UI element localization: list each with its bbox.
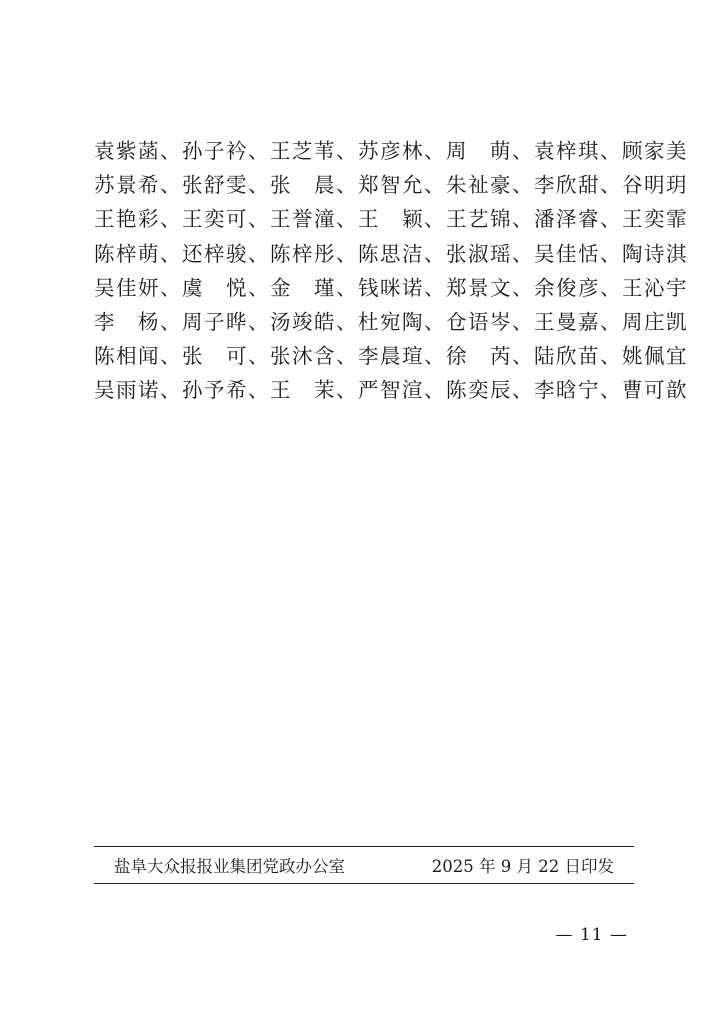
name-list [94, 134, 688, 408]
page-number: — 11 — [555, 925, 628, 945]
name-line: 吴佳妍、虞 悦、金 瑾、钱咪诺、郑景文、余俊彦、王沁宇 [94, 275, 688, 300]
issuer-name: 盐阜大众报报业集团党政办公室 [114, 857, 345, 876]
name-line: 李 杨、周子晔、汤竣皓、杜宛陶、仓语岑、王曼嘉、周庄凯 [94, 309, 688, 334]
bottom-divider [94, 883, 634, 884]
name-line: 王艳彩、王奕可、王誉潼、王 颖、王艺锦、潘泽睿、王奕霏 [94, 207, 688, 232]
name-line: 陈相闻、张 可、张沐含、李晨瑄、徐 芮、陆欣苗、姚佩宜 [94, 344, 688, 369]
name-line: 袁紫菡、孙子衿、王芝苇、苏彦林、周 萌、袁梓琪、顾家美 [94, 139, 688, 163]
issue-date: 2025 年 9 月 22 日印发 [431, 857, 614, 876]
name-line: 苏景希、张舒雯、张 晨、郑智允、朱祉豪、李欣甜、谷明玥 [94, 173, 688, 198]
name-line: 陈梓萌、还梓骏、陈梓彤、陈思洁、张淑瑶、吴佳恬、陶诗淇 [94, 241, 688, 266]
issuance-footer [94, 846, 634, 884]
issuer-row [94, 847, 634, 883]
name-line: 吴雨诺、孙予希、王 茉、严智渲、陈奕辰、李晗宁、曹可歆 [94, 378, 688, 403]
